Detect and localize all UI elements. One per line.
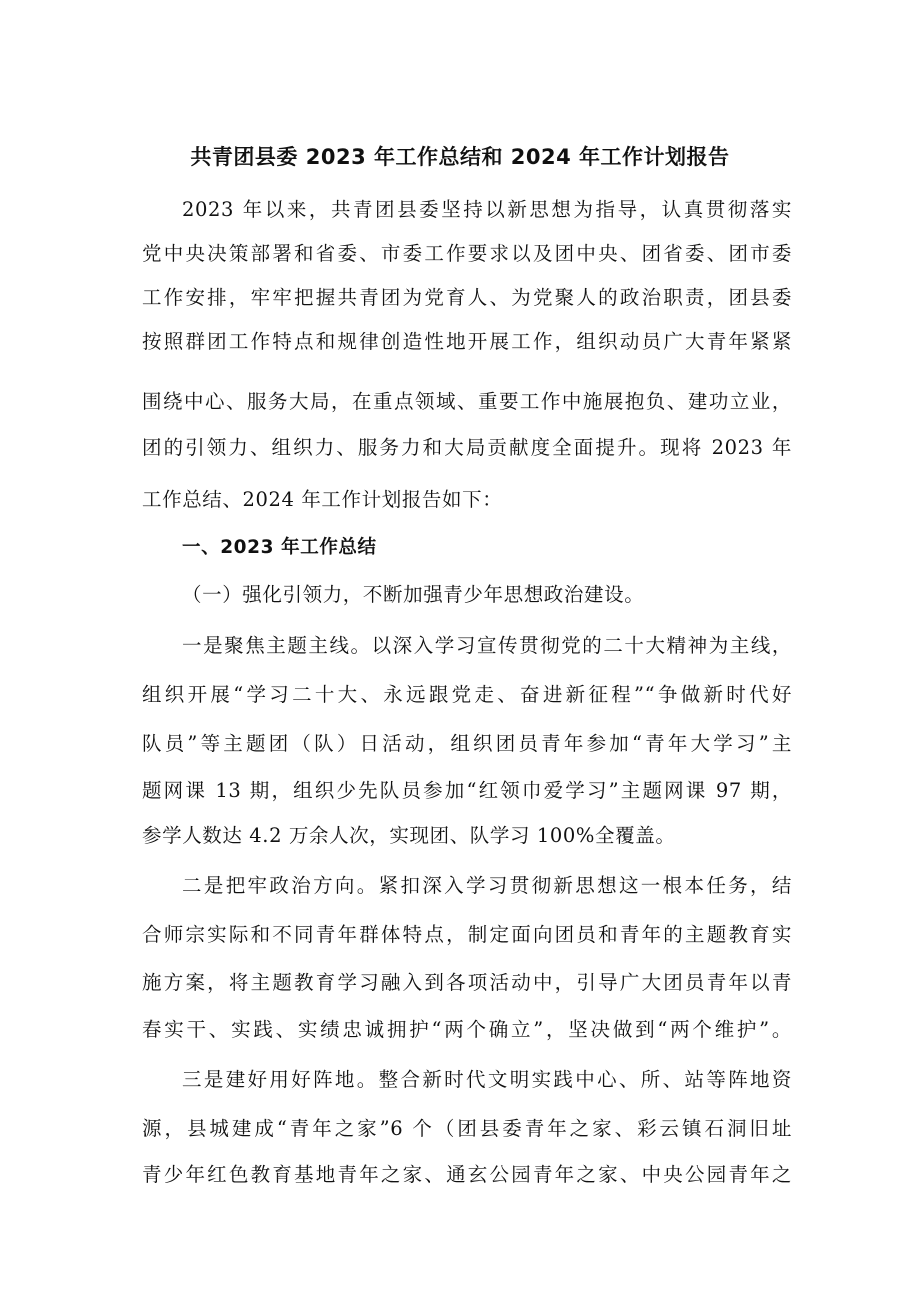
paragraph-line: 春实干、实践、实绩忠诚拥护“两个确立”，坚决做到“两个维护”。 [142,1018,792,1041]
document-title: 共青团县委 2023 年工作总结和 2024 年工作计划报告 [190,145,730,169]
paragraph-line: 党中央决策部署和省委、市委工作要求以及团中央、团省委、团市委 [142,242,792,265]
paragraph-line: 三是建好用好阵地。整合新时代文明实践中心、所、站等阵地资 [182,1068,792,1091]
paragraph-line: 团的引领力、组织力、服务力和大局贡献度全面提升。现将 2023 年 [142,436,792,459]
paragraph-line: 组织开展“学习二十大、永远跟党走、奋进新征程”“争做新时代好 [142,683,792,706]
paragraph-line: 青少年红色教育基地青年之家、通玄公园青年之家、中央公园青年之 [142,1163,792,1186]
section-heading: 一、2023 年工作总结 [182,537,377,558]
paragraph-line: 参学人数达 4.2 万余人次，实现团、队学习 100%全覆盖。 [142,824,676,847]
paragraph-line: 围绕中心、服务大局，在重点领域、重要工作中施展抱负、建功立业， [142,390,792,413]
paragraph-line: 源，县城建成“青年之家”6 个（团县委青年之家、彩云镇石洞旧址 [142,1117,792,1140]
paragraph-line: 合师宗实际和不同青年群体特点，制定面向团员和青年的主题教育实 [142,923,792,946]
paragraph-line: 工作安排，牢牢把握共青团为党育人、为党聚人的政治职责，团县委 [142,286,792,309]
paragraph-line: 队员”等主题团（队）日活动，组织团员青年参加“青年大学习”主 [142,732,792,755]
paragraph-line: 按照群团工作特点和规律创造性地开展工作，组织动员广大青年紧紧 [142,330,792,353]
paragraph-line: 二是把牢政治方向。紧扣深入学习贯彻新思想这一根本任务，结 [182,874,792,897]
paragraph-line: 工作总结、2024 年工作计划报告如下： [142,488,503,511]
paragraph-line: 题网课 13 期，组织少先队员参加“红领巾爱学习”主题网课 97 期， [142,779,792,802]
paragraph-line: 一是聚焦主题主线。以深入学习宣传贯彻党的二十大精神为主线， [182,634,792,657]
paragraph-line: 2023 年以来，共青团县委坚持以新思想为指导，认真贯彻落实 [182,198,792,221]
paragraph-line: 施方案，将主题教育学习融入到各项活动中，引导广大团员青年以青 [142,971,792,994]
subsection-heading: （一）强化引领力，不断加强青少年思想政治建设。 [182,583,645,606]
